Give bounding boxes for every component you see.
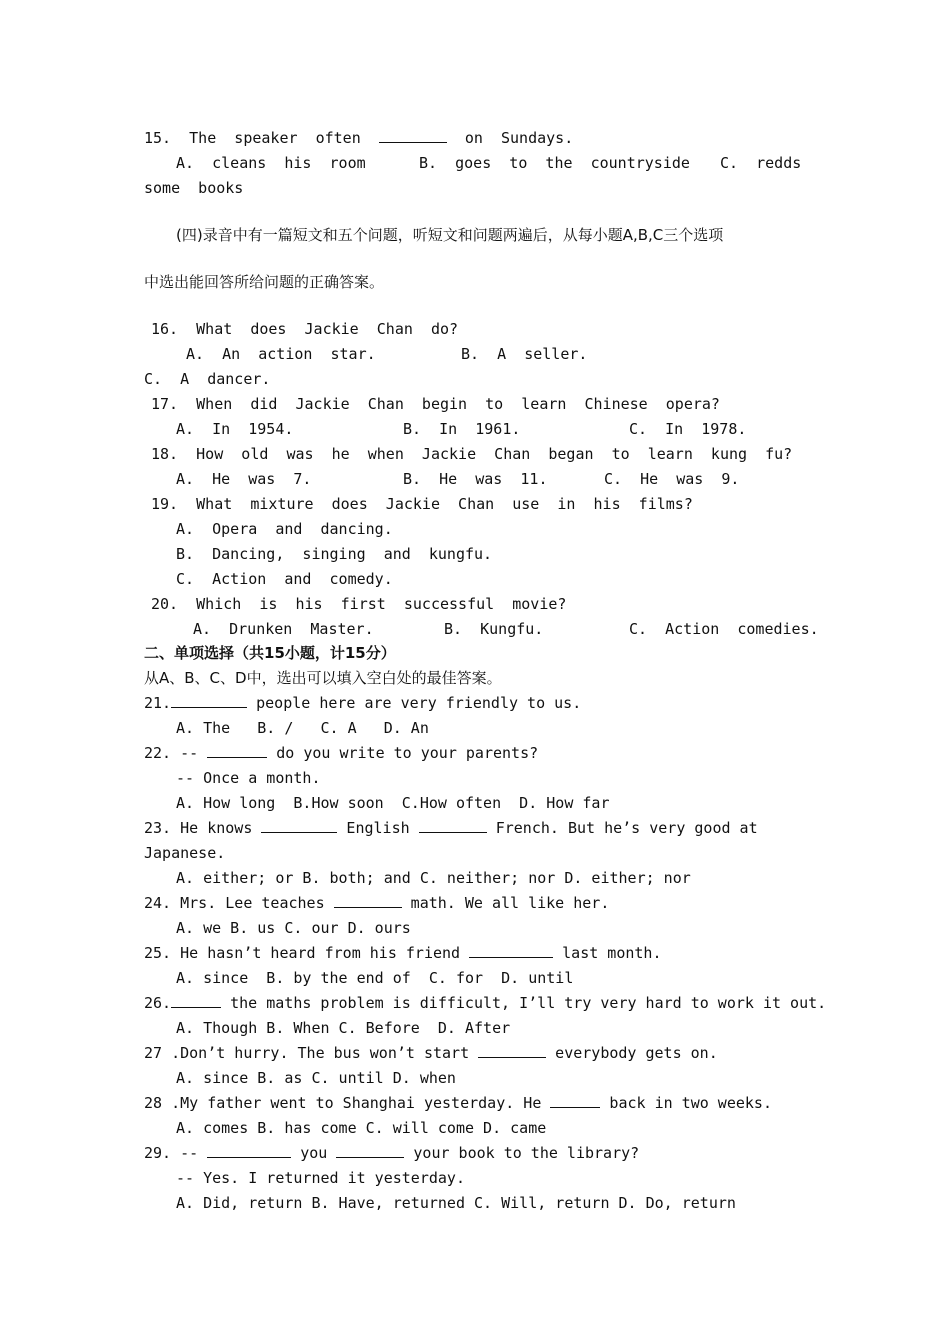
answer-blank [207, 743, 267, 758]
question-18: 18. How old was he when Jackie Chan began to learn kung fu? [151, 445, 793, 463]
question-stem: 25. He hasn’t heard from his friend [144, 944, 470, 962]
answer-blank [334, 893, 402, 908]
question-stem: 15. The speaker often [144, 129, 379, 147]
section-4-instruction-line2: 中选出能回答所给问题的正确答案。 [144, 273, 385, 291]
question-stem: 24. Mrs. Lee teaches [144, 894, 334, 912]
option-a: A. An action star. [186, 345, 376, 363]
option-b: B. goes to the countryside [419, 154, 690, 172]
question-wrap: Japanese. [144, 844, 226, 862]
dialogue-reply: -- Once a month. [176, 769, 321, 787]
answer-blank [171, 993, 221, 1008]
section-heading: 二、单项选择（共15小题，计15分） [144, 644, 396, 662]
options: A. since B. by the end of C. for D. until [176, 969, 574, 987]
answer-blank [478, 1043, 546, 1058]
option-c: C. In 1978. [629, 420, 747, 438]
option-c: C. He was 9. [604, 470, 740, 488]
options: A. Did, return B. Have, returned C. Will, return D. Do, return [176, 1194, 736, 1212]
question-stem-end: your book to the library? [404, 1144, 640, 1162]
option-b: B. He was 11. [403, 470, 548, 488]
option-a: A. Opera and dancing. [176, 520, 393, 538]
answer-blank [379, 128, 447, 143]
option-c: C. Action and comedy. [176, 570, 393, 588]
options: A. we B. us C. our D. ours [176, 919, 411, 937]
option-c: C. redds [720, 154, 802, 172]
option-b: B. In 1961. [403, 420, 521, 438]
answer-blank [419, 818, 487, 833]
question-25 [144, 943, 661, 963]
option-a: A. In 1954. [176, 420, 294, 438]
question-23 [144, 818, 758, 838]
dialogue-reply: -- Yes. I returned it yesterday. [176, 1169, 465, 1187]
question-stem: 23. He knows [144, 819, 262, 837]
question-19: 19. What mixture does Jackie Chan use in his films? [151, 495, 693, 513]
question-20: 20. Which is his first successful movie? [151, 595, 567, 613]
options: A. since B. as C. until D. when [176, 1069, 456, 1087]
question-stem-end: on Sundays. [446, 129, 574, 147]
options: A. comes B. has come C. will come D. came [176, 1119, 547, 1137]
question-stem-end: math. We all like her. [401, 894, 610, 912]
question-stem-end: last month. [553, 944, 662, 962]
question-stem-end: back in two weeks. [600, 1094, 772, 1112]
option-c: C. A dancer. [144, 370, 271, 388]
options: A. Though B. When C. Before D. After [176, 1019, 511, 1037]
question-21 [144, 693, 581, 713]
option-c: C. Action comedies. [629, 620, 819, 638]
question-stem-mid: English [337, 819, 419, 837]
options: A. How long B.How soon C.How often D. How far [176, 794, 610, 812]
answer-blank [469, 943, 553, 958]
question-stem: 27 .Don’t hurry. The bus won’t start [144, 1044, 479, 1062]
question-22 [144, 743, 538, 763]
option-b: B. A seller. [461, 345, 588, 363]
option-a: A. cleans his room [176, 154, 366, 172]
question-26 [144, 993, 826, 1013]
question-number: 29. -- [144, 1144, 208, 1162]
question-15 [144, 128, 573, 148]
option-a: A. He was 7. [176, 470, 312, 488]
question-29 [144, 1143, 639, 1163]
answer-blank [207, 1143, 291, 1158]
option-b: B. Dancing, singing and kungfu. [176, 545, 493, 563]
question-stem: 28 .My father went to Shanghai yesterday. He [144, 1094, 551, 1112]
option-c-wrap: some books [144, 179, 244, 197]
answer-blank [550, 1093, 600, 1108]
answer-blank [261, 818, 337, 833]
question-stem: people here are very friendly to us. [247, 694, 582, 712]
answer-blank [336, 1143, 404, 1158]
question-24 [144, 893, 609, 913]
question-stem: the maths problem is difficult, I’ll try very hard to work it out. [221, 994, 827, 1012]
question-stem-end: French. But he’s very good at [486, 819, 758, 837]
question-28 [144, 1093, 772, 1113]
question-stem-mid: you [291, 1144, 337, 1162]
question-number: 22. -- [144, 744, 208, 762]
section-instruction: 从A、B、C、D中，选出可以填入空白处的最佳答案。 [144, 669, 502, 687]
question-16: 16. What does Jackie Chan do? [151, 320, 459, 338]
answer-blank [171, 693, 247, 708]
option-b: B. Kungfu. [444, 620, 544, 638]
question-number: 26. [144, 994, 172, 1012]
option-a: A. Drunken Master. [193, 620, 374, 638]
options: A. either; or B. both; and C. neither; nor D. either; nor [176, 869, 691, 887]
options: A. The B. / C. A D. An [176, 719, 429, 737]
question-stem: do you write to your parents? [267, 744, 539, 762]
question-27 [144, 1043, 718, 1063]
question-stem-end: everybody gets on. [546, 1044, 718, 1062]
section-4-instruction-line1: (四)录音中有一篇短文和五个问题，听短文和问题两遍后，从每小题A,B,C三个选项 [176, 226, 724, 244]
question-17: 17. When did Jackie Chan begin to learn Chinese opera? [151, 395, 720, 413]
question-number: 21. [144, 694, 172, 712]
